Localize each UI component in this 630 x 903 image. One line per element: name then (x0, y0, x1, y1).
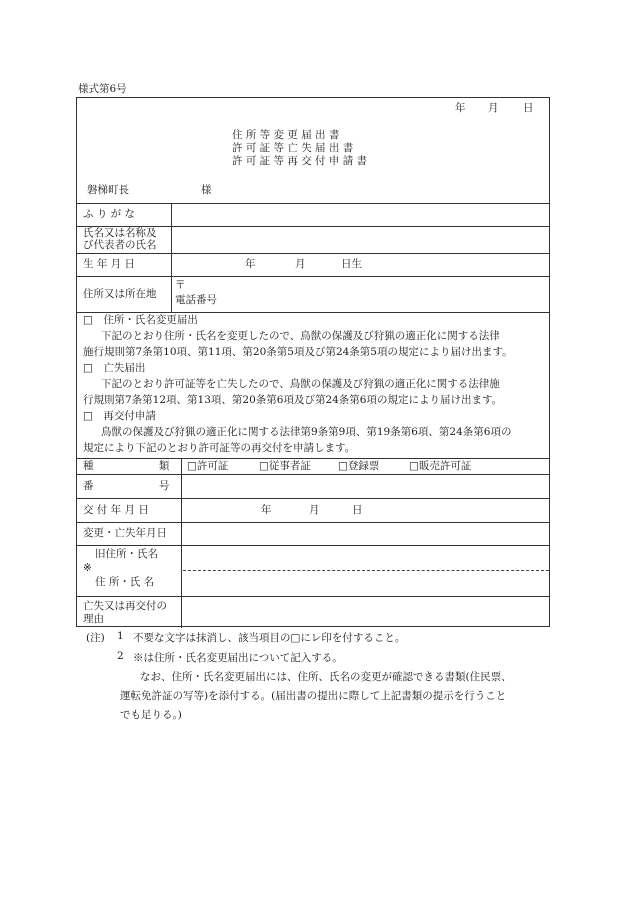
checkbox-loss[interactable]: □ (83, 362, 93, 374)
furigana-field[interactable] (173, 204, 547, 225)
asterisk-mark: ※ (83, 562, 92, 574)
title-reissue-request: 許 可 証 等 再 交 付 申 請 書 (232, 155, 368, 167)
note-continuation-3: でも足りる。) (120, 709, 182, 721)
note-2-num: 2 (117, 650, 124, 662)
type-option-permit[interactable]: □許可証 (187, 460, 229, 472)
type-option-sales-permit[interactable]: □販売許可証 (409, 460, 472, 472)
section-reissue-line-1: 鳥獣の保護及び狩猟の適正化に関する法律第9条第9項、第19条第6項、第24条第6項の (101, 426, 512, 438)
date-year: 年 (455, 102, 466, 114)
change-date-label: 変更・亡失年月日 (83, 527, 167, 539)
note-prefix: (注) (86, 632, 105, 644)
address-name-label: 住 所・氏 名 (95, 576, 155, 588)
name-label-2: び代表者の氏名 (83, 239, 157, 251)
section-reissue-title: 再交付申請 (103, 410, 156, 422)
old-address-field[interactable] (183, 546, 549, 569)
application-form (76, 97, 550, 627)
type-label: 種 類 (83, 460, 170, 472)
form-number: 様式第6号 (78, 83, 127, 95)
type-option-assistant-cert[interactable]: □従事者証 (259, 460, 311, 472)
date-day: 日 (523, 102, 534, 114)
checkbox-address-change[interactable]: □ (83, 314, 93, 326)
issue-date-label: 交 付 年 月 日 (83, 504, 149, 516)
section-address-change-heading (83, 312, 198, 328)
change-date-field[interactable] (183, 523, 549, 544)
section-address-change-line-2: 施行規則第7条第10項、第11項、第20条第5項及び第24条第5項の規定により届け出ます。 (83, 346, 513, 358)
birth-date-label: 生 年 月 日 (83, 258, 136, 270)
addressee-honorific: 様 (201, 184, 212, 196)
reason-label-2: 理由 (83, 613, 104, 625)
date-month: 月 (488, 102, 499, 114)
birth-month: 月 (295, 258, 306, 270)
note-2-text: ※は住所・氏名変更届出について記入する。 (133, 652, 343, 664)
note-continuation-2: 運転免許証の写等)を添付する。(届出書の提出に際して上記書類の提示を行うこと (120, 690, 507, 702)
new-address-field[interactable] (183, 571, 549, 595)
checkbox-reissue[interactable]: □ (83, 410, 93, 422)
section-reissue-line-2: 規定により下記のとおり許可証等の再交付を申請します。 (83, 442, 356, 454)
type-option-registration[interactable]: □登録票 (338, 460, 380, 472)
issue-day: 日 (352, 504, 363, 516)
note-continuation-1: なお、住所・氏名変更届出には、住所、氏名の変更が確認できる書類(住民票、 (140, 671, 512, 683)
name-label: 氏名又は名称及 (83, 227, 157, 239)
section-loss-heading (83, 360, 145, 376)
addressee-name: 磐梯町長 (87, 184, 129, 196)
issue-month: 月 (309, 504, 320, 516)
birth-day: 日生 (341, 258, 362, 270)
furigana-label: ふ り が な (83, 208, 136, 220)
note-1-text: 不要な文字は抹消し、該当項目の□にレ印を付すること。 (133, 632, 406, 644)
address-label: 住所又は所在地 (83, 288, 157, 300)
birth-year: 年 (245, 258, 256, 270)
phone-label: 電話番号 (175, 294, 217, 306)
reason-field[interactable] (183, 597, 549, 626)
section-loss-title: 亡失届出 (103, 362, 146, 374)
postal-mark: 〒 (175, 279, 186, 291)
number-label: 番 号 (83, 480, 170, 492)
issue-year: 年 (261, 504, 272, 516)
title-loss-report: 許 可 証 等 亡 失 届 出 書 (232, 142, 354, 154)
name-field[interactable] (173, 227, 547, 252)
title-address-change: 住 所 等 変 更 届 出 書 (232, 129, 340, 141)
section-loss-line-2: 行規則第7条第12項、第13項、第20条第6項及び第24条第6項の規定により届け出ます。 (83, 394, 503, 406)
note-1-num: 1 (117, 630, 124, 642)
section-address-change-line-1: 下記のとおり住所・氏名を変更したので、鳥獣の保護及び狩猟の適正化に関する法律 (101, 330, 500, 342)
reason-label: 亡失又は再交付の (83, 600, 167, 612)
section-reissue-heading (83, 408, 156, 424)
section-loss-line-1: 下記のとおり許可証等を亡失したので、鳥獣の保護及び狩猟の適正化に関する法律施 (101, 378, 500, 390)
section-address-change-title: 住所・氏名変更届出 (103, 314, 198, 326)
old-address-label: 旧住所・氏名 (95, 548, 158, 560)
number-field[interactable] (183, 475, 549, 497)
